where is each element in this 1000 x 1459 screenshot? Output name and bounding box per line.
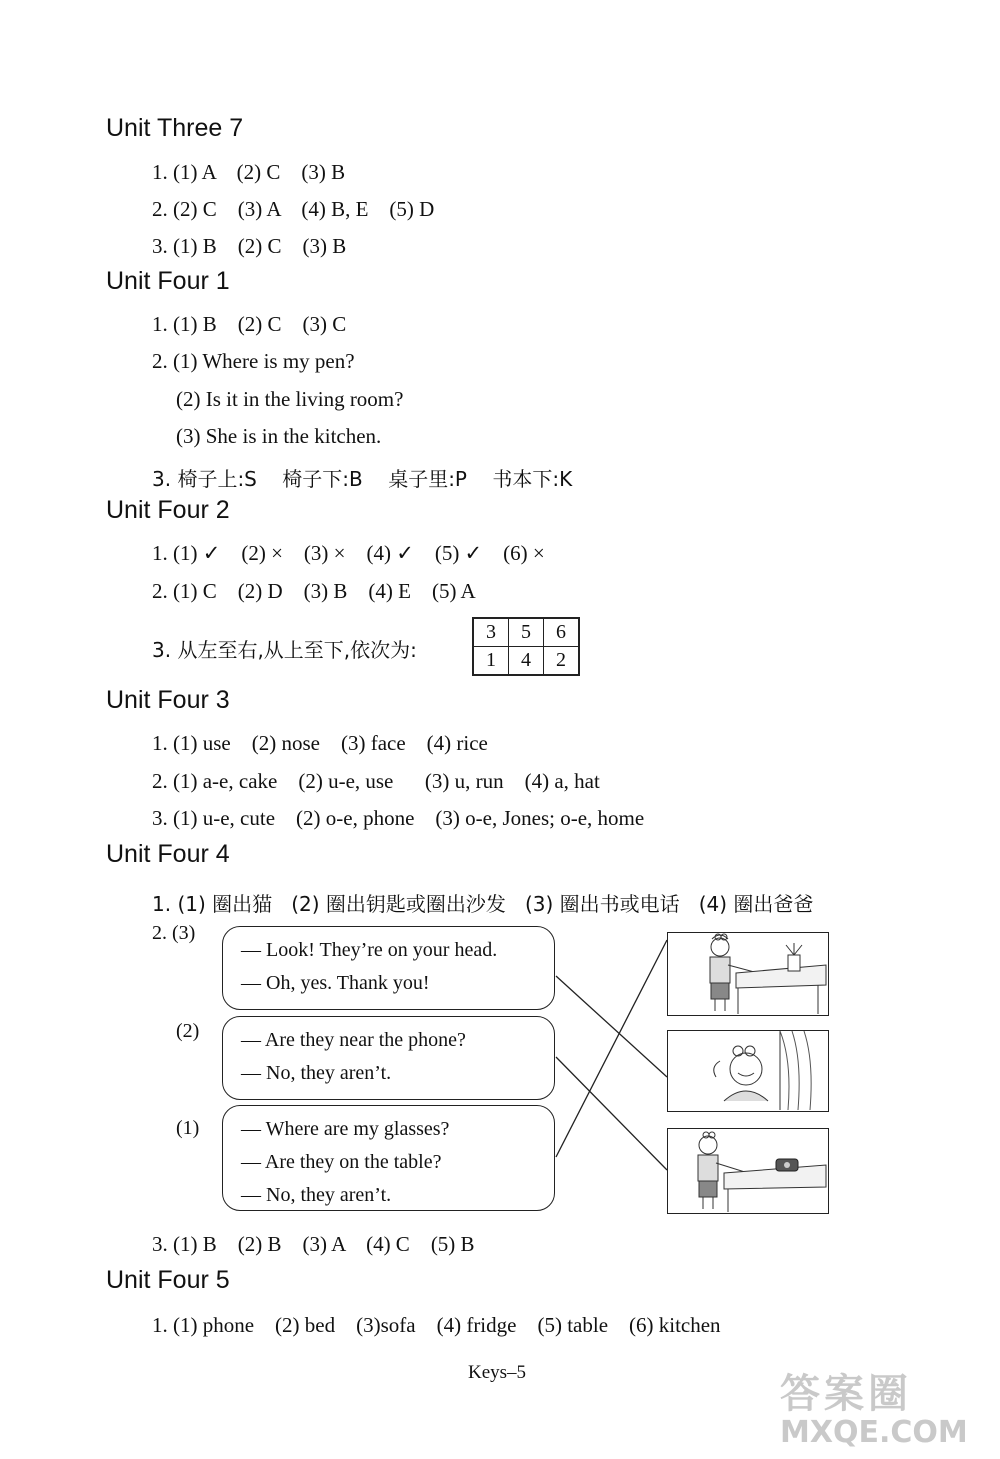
girl-table-vase-illustration: [668, 933, 827, 1014]
grid-cell: 3: [473, 618, 509, 647]
answer-line: 3. 椅子上:S 椅子下:B 桌子里:P 书本下:K: [152, 467, 573, 491]
girl-glasses-head-illustration: [668, 1031, 827, 1110]
grid-cell: 2: [544, 647, 580, 676]
answer-line: 1. (1) ✓ (2) × (3) × (4) ✓ (5) ✓ (6) ×: [152, 541, 545, 565]
match-line: [556, 976, 667, 1077]
answer-line: 2. (1) a-e, cake (2) u-e, use (3) u, run (4) a, hat: [152, 769, 600, 793]
dialogue-line: — Are they on the table?: [241, 1151, 442, 1173]
picture-girl-table-phone: [667, 1128, 829, 1214]
grid-cell: 4: [509, 647, 544, 676]
answer-line: 3. 从左至右,从上至下,依次为:: [152, 638, 417, 662]
answer-line: 3. (1) u-e, cute (2) o-e, phone (3) o-e, Jones; o-e, home: [152, 806, 645, 830]
answer-line: 2. (1) C (2) D (3) B (4) E (5) A: [152, 579, 476, 603]
answer-line: 1. (1) phone (2) bed (3)sofa (4) fridge (5) table (6) kitchen: [152, 1313, 721, 1337]
grid-cell: 1: [473, 647, 509, 676]
answer-line: (2) Is it in the living room?: [176, 387, 404, 411]
answer-line: 1. (1) A (2) C (3) B: [152, 160, 346, 184]
girl-table-phone-illustration: [668, 1129, 827, 1212]
dialogue-line: — Look! They’re on your head.: [241, 939, 498, 961]
grid-cell: 5: [509, 618, 544, 647]
dialogue-line: — Are they near the phone?: [241, 1029, 466, 1051]
section-title-unit-four-2: Unit Four 2: [106, 496, 230, 524]
page-footer: Keys–5: [468, 1362, 527, 1383]
match-line: [556, 1057, 667, 1170]
dialogue-number: (1): [176, 1117, 200, 1139]
dialogue-number: 2. (3): [152, 922, 196, 944]
answer-line: (3) She is in the kitchen.: [176, 424, 382, 448]
dialogue-line: — Oh, yes. Thank you!: [241, 972, 430, 994]
answer-line: 1. (1) use (2) nose (3) face (4) rice: [152, 731, 488, 755]
section-title-unit-four-3: Unit Four 3: [106, 686, 230, 714]
answer-line: 3. (1) B (2) C (3) B: [152, 234, 347, 258]
picture-girl-table-vase: [667, 932, 829, 1016]
match-line: [556, 940, 667, 1157]
dialogue-line: — No, they aren’t.: [241, 1184, 392, 1206]
dialogue-number: (2): [176, 1020, 200, 1042]
grid-cell: 6: [544, 618, 580, 647]
section-title-unit-four-1: Unit Four 1: [106, 267, 230, 295]
answer-line: 2. (2) C (3) A (4) B, E (5) D: [152, 197, 435, 221]
section-title-unit-four-4: Unit Four 4: [106, 840, 230, 868]
dialogue-line: — No, they aren’t.: [241, 1062, 392, 1084]
section-title-unit-three-7: Unit Three 7: [106, 114, 244, 142]
watermark-bottom: MXQE.COM: [780, 1415, 968, 1450]
answer-line: 1. (1) 圈出猫 (2) 圈出钥匙或圈出沙发 (3) 圈出书或电话 (4) 圈出爸爸: [152, 892, 814, 916]
picture-girl-glasses-head: [667, 1030, 829, 1112]
section-title-unit-four-5: Unit Four 5: [106, 1266, 230, 1294]
answer-line: 1. (1) B (2) C (3) C: [152, 312, 347, 336]
dialogue-line: — Where are my glasses?: [241, 1118, 450, 1140]
answer-line: 2. (1) Where is my pen?: [152, 349, 355, 373]
watermark-top: 答案圈: [780, 1371, 912, 1417]
answer-line: 3. (1) B (2) B (3) A (4) C (5) B: [152, 1232, 475, 1256]
watermark-logo: [780, 1372, 990, 1452]
